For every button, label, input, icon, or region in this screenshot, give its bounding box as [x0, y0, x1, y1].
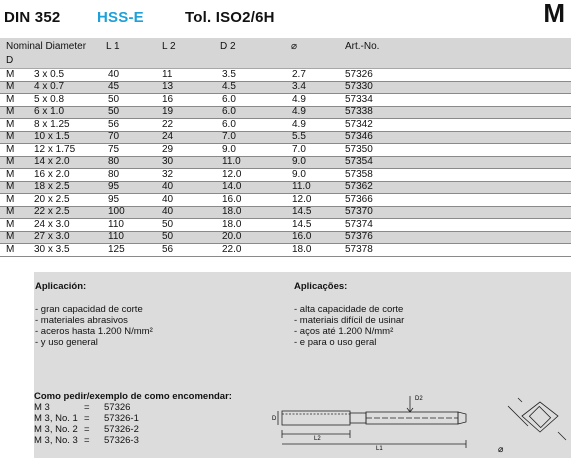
list-item: - y uso general — [35, 337, 98, 348]
table-row — [0, 82, 571, 95]
cell-art-no: 57354 — [345, 156, 373, 167]
cell-art-no: 57326 — [345, 68, 373, 80]
cell-art-no: 57342 — [345, 118, 373, 130]
cell-diameter: 4.9 — [292, 93, 306, 105]
cell-type: M — [6, 168, 15, 180]
cell-art-no: 57366 — [345, 193, 373, 205]
cell-l1: 45 — [108, 81, 120, 92]
cell-type: M — [6, 181, 15, 192]
standard-label: DIN 352 — [4, 9, 61, 26]
cell-d2: 22.0 — [222, 243, 242, 255]
cell-type: M — [6, 93, 15, 105]
cell-d2: 20.0 — [222, 231, 242, 242]
order-eq: = — [84, 402, 90, 413]
cell-nominal: 8 x 1.25 — [34, 118, 70, 130]
cell-nominal: 16 x 2.0 — [34, 168, 70, 180]
cell-l2: 24 — [162, 131, 174, 142]
cell-l1: 50 — [108, 93, 120, 105]
table-row — [0, 157, 571, 170]
cell-diameter: 18.0 — [292, 243, 312, 255]
cell-l1: 75 — [108, 143, 120, 155]
cell-l2: 56 — [162, 243, 174, 255]
spec-table — [0, 38, 571, 257]
col-header-d: D — [6, 55, 14, 66]
cell-d2: 6.0 — [222, 118, 236, 130]
cell-l2: 16 — [162, 93, 174, 105]
order-code: 57326-3 — [104, 435, 139, 446]
cell-diameter: 9.0 — [292, 168, 306, 180]
cell-diameter: 12.0 — [292, 193, 312, 205]
cell-nominal: 12 x 1.75 — [34, 143, 76, 155]
cell-nominal: 20 x 2.5 — [34, 193, 70, 205]
cell-nominal: 3 x 0.5 — [34, 68, 65, 80]
cell-d2: 6.0 — [222, 106, 236, 117]
cell-art-no: 57338 — [345, 106, 373, 117]
order-line — [34, 402, 232, 413]
order-line — [34, 424, 232, 435]
aplicacoes-list — [294, 304, 404, 348]
cell-l1: 95 — [108, 193, 120, 205]
tap-drawing — [270, 388, 571, 458]
cell-art-no: 57330 — [345, 81, 373, 92]
order-line — [34, 435, 232, 446]
l1-label: L1 — [376, 446, 383, 452]
cell-art-no: 57362 — [345, 181, 373, 192]
cell-l1: 80 — [108, 156, 120, 167]
order-code: 57326-2 — [104, 424, 139, 435]
cell-diameter: 16.0 — [292, 231, 312, 242]
cell-nominal: 10 x 1.5 — [34, 131, 70, 142]
cell-type: M — [6, 243, 15, 255]
cell-diameter: 7.0 — [292, 143, 306, 155]
cell-l2: 13 — [162, 81, 174, 92]
cell-diameter: 5.5 — [292, 131, 306, 142]
list-item: - aços até 1.200 N/mm² — [294, 326, 394, 337]
cell-diameter: 11.0 — [292, 181, 311, 192]
cell-l1: 80 — [108, 168, 120, 180]
cell-type: M — [6, 106, 15, 117]
cell-type: M — [6, 218, 15, 230]
cell-d2: 7.0 — [222, 131, 236, 142]
cell-l2: 50 — [162, 231, 174, 242]
col-header-l1: L 1 — [106, 41, 120, 52]
order-code: 57326 — [104, 402, 131, 413]
order-name: M 3, No. 1 — [34, 413, 78, 424]
list-item: - gran capacidad de corte — [35, 304, 143, 315]
col-header-diameter: ⌀ — [291, 41, 298, 52]
cell-l1: 40 — [108, 68, 120, 80]
header-bar — [0, 0, 571, 34]
diameter-label: ⌀ — [498, 444, 504, 454]
order-eq: = — [84, 413, 90, 424]
cell-l2: 50 — [162, 218, 174, 230]
table-row — [0, 182, 571, 195]
table-row — [0, 132, 571, 145]
list-item: - alta capacidade de corte — [294, 304, 404, 315]
cell-type: M — [6, 231, 15, 242]
aplicacion-list — [35, 304, 153, 348]
table-row — [0, 69, 571, 82]
cell-type: M — [6, 131, 15, 142]
list-item: - materiais difícil de usinar — [294, 315, 405, 326]
cell-nominal: 24 x 3.0 — [34, 218, 70, 230]
material-label: HSS-E — [97, 9, 144, 26]
col-header-l2: L 2 — [162, 41, 176, 52]
cell-nominal: 5 x 0.8 — [34, 93, 65, 105]
cell-l1: 70 — [108, 131, 120, 142]
cell-type: M — [6, 81, 15, 92]
cell-art-no: 57378 — [345, 243, 373, 255]
cell-d2: 16.0 — [222, 193, 242, 205]
col-header-d2: D 2 — [220, 41, 236, 52]
table-row — [0, 169, 571, 182]
order-name: M 3, No. 3 — [34, 435, 78, 446]
tap-shank — [282, 411, 350, 425]
tap-neck — [350, 413, 366, 423]
order-code: 57326-1 — [104, 413, 139, 424]
table-row — [0, 207, 571, 220]
cell-l1: 125 — [108, 243, 125, 255]
table-row — [0, 107, 571, 120]
cell-nominal: 6 x 1.0 — [34, 106, 65, 117]
cell-l2: 32 — [162, 168, 174, 180]
cell-diameter: 4.9 — [292, 106, 306, 117]
thread-type-label: M — [543, 0, 565, 28]
table-row — [0, 232, 571, 245]
cell-nominal: 22 x 2.5 — [34, 206, 70, 217]
cell-d2: 4.5 — [222, 81, 236, 92]
cell-art-no: 57346 — [345, 131, 373, 142]
order-eq: = — [84, 435, 90, 446]
cell-l2: 40 — [162, 193, 174, 205]
cell-nominal: 27 x 3.0 — [34, 231, 70, 242]
l2-label: L2 — [314, 436, 321, 442]
cell-nominal: 30 x 3.5 — [34, 243, 70, 255]
cell-diameter: 14.5 — [292, 218, 312, 230]
cell-nominal: 18 x 2.5 — [34, 181, 70, 192]
cell-l1: 56 — [108, 118, 120, 130]
aplicacion-title: Aplicación: — [35, 281, 87, 292]
cell-diameter: 4.9 — [292, 118, 306, 130]
cell-l1: 110 — [108, 231, 124, 242]
cell-art-no: 57370 — [345, 206, 373, 217]
order-title: Como pedir/exemplo de como encomendar: — [34, 391, 232, 402]
col-header-art-no: Art.-No. — [345, 41, 380, 52]
list-item: - materiales abrasivos — [35, 315, 128, 326]
cell-art-no: 57376 — [345, 231, 373, 242]
cell-art-no: 57334 — [345, 93, 373, 105]
cell-l1: 100 — [108, 206, 125, 217]
cell-l1: 95 — [108, 181, 120, 192]
cell-type: M — [6, 193, 15, 205]
cell-d2: 14.0 — [222, 181, 242, 192]
cell-l1: 110 — [108, 218, 124, 230]
order-example — [34, 391, 232, 446]
cell-type: M — [6, 118, 15, 130]
table-row — [0, 119, 571, 132]
cell-art-no: 57350 — [345, 143, 373, 155]
cell-type: M — [6, 156, 15, 167]
cell-diameter: 2.7 — [292, 68, 306, 80]
cell-type: M — [6, 68, 15, 80]
cell-type: M — [6, 206, 15, 217]
table-body — [0, 69, 571, 257]
cell-nominal: 14 x 2.0 — [34, 156, 70, 167]
cell-l2: 22 — [162, 118, 174, 130]
cell-d2: 18.0 — [222, 206, 242, 217]
cell-d2: 3.5 — [222, 68, 236, 80]
cell-l1: 50 — [108, 106, 120, 117]
cell-l2: 19 — [162, 106, 174, 117]
order-eq: = — [84, 424, 90, 435]
cell-l2: 11 — [162, 68, 173, 80]
aplicacoes-title: Aplicações: — [294, 281, 348, 292]
square-section — [522, 402, 558, 432]
table-row — [0, 194, 571, 207]
cell-l2: 30 — [162, 156, 174, 167]
table-row — [0, 94, 571, 107]
cell-d2: 11.0 — [222, 156, 241, 167]
cell-diameter: 14.5 — [292, 206, 312, 217]
d-label: D — [272, 416, 277, 422]
table-row — [0, 219, 571, 232]
cell-l2: 40 — [162, 206, 174, 217]
cell-nominal: 4 x 0.7 — [34, 81, 65, 92]
order-name: M 3, No. 2 — [34, 424, 78, 435]
cell-d2: 6.0 — [222, 93, 236, 105]
cell-l2: 29 — [162, 143, 174, 155]
cell-diameter: 9.0 — [292, 156, 306, 167]
list-item: - e para o uso geral — [294, 337, 377, 348]
cell-art-no: 57358 — [345, 168, 373, 180]
table-row — [0, 244, 571, 257]
cell-d2: 18.0 — [222, 218, 242, 230]
cell-type: M — [6, 143, 15, 155]
list-item: - aceros hasta 1.200 N/mm² — [35, 326, 153, 337]
cell-l2: 40 — [162, 181, 174, 192]
tolerance-label: Tol. ISO2/6H — [185, 9, 275, 26]
cell-art-no: 57374 — [345, 218, 373, 230]
cell-diameter: 3.4 — [292, 81, 306, 92]
order-line — [34, 413, 232, 424]
cell-d2: 9.0 — [222, 143, 236, 155]
cell-d2: 12.0 — [222, 168, 242, 180]
d2-label: D2 — [415, 396, 423, 402]
tap-tip — [458, 412, 466, 424]
col-header-nominal: Nominal Diameter — [6, 41, 87, 52]
table-row — [0, 144, 571, 157]
table-header — [0, 38, 571, 69]
order-name: M 3 — [34, 402, 50, 413]
